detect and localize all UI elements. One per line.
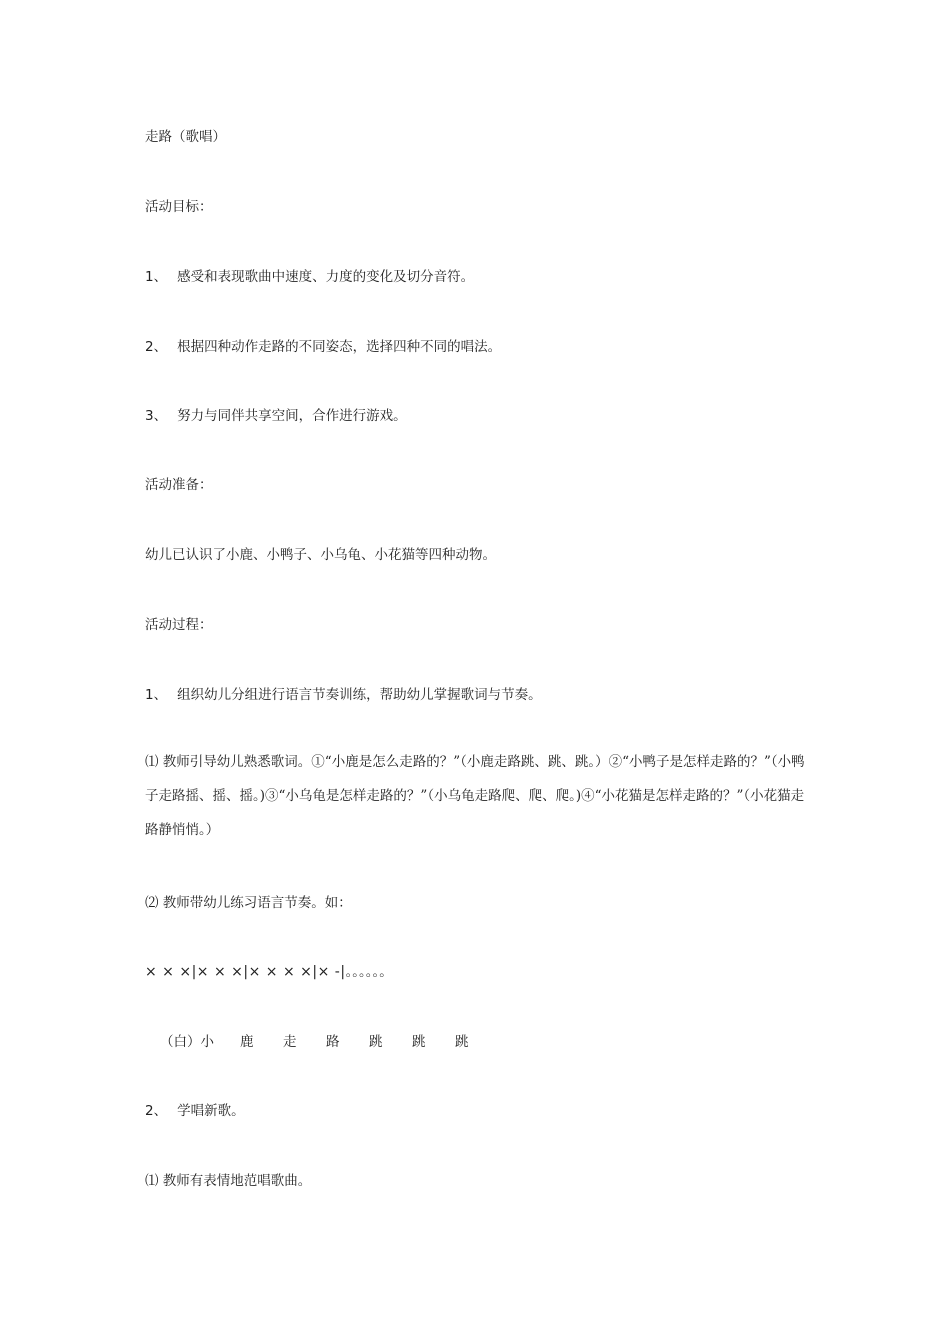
lyrics-prefix: （白）小 — [160, 1034, 214, 1050]
process-heading: 活动过程： — [145, 617, 213, 633]
step-2-sub-1: ⑴ 教师有表情地范唱歌曲。 — [145, 1173, 312, 1189]
goal-number: 2、 — [145, 339, 168, 355]
rhythm-ellipsis: 。。。。。。 — [345, 964, 393, 980]
goal-number: 3、 — [145, 408, 168, 424]
step-number: 1、 — [145, 687, 168, 703]
lyric-char: 跳 — [455, 1034, 469, 1050]
step-1-sub-1: ⑴ 教师引导幼儿熟悉歌词。①“小鹿是怎么走路的？”（小鹿走路跳、跳、跳。）②“小鸭子是怎样走路的？”（小鸭子走路摇、摇、摇。)③“小乌龟是怎样走路的？”（小乌龟走路爬、爬、爬。)④“小花猫是怎样走路的？”（小花猫走路静悄悄。） — [145, 754, 805, 838]
goal-item-3 — [145, 406, 407, 426]
lyrics-row — [160, 1032, 498, 1052]
goal-text: 根据四种动作走路的不同姿态，选择四种不同的唱法。 — [177, 339, 502, 355]
lyric-char: 走 — [283, 1034, 297, 1050]
goal-text: 感受和表现歌曲中速度、力度的变化及切分音符。 — [177, 269, 475, 285]
prep-heading: 活动准备： — [145, 477, 213, 493]
step-1 — [145, 685, 542, 705]
goal-number: 1、 — [145, 269, 168, 285]
goal-item-1 — [145, 267, 474, 287]
prep-text: 幼儿已认识了小鹿、小鸭子、小乌龟、小花猫等四种动物。 — [145, 547, 496, 563]
step-text: 组织幼儿分组进行语言节奏训练，帮助幼儿掌握歌词与节奏。 — [177, 687, 542, 703]
step-number: 2、 — [145, 1103, 168, 1119]
goal-text: 努力与同伴共享空间，合作进行游戏。 — [177, 408, 407, 424]
lyric-char: 跳 — [369, 1034, 383, 1050]
step-text: 学唱新歌。 — [177, 1103, 245, 1119]
goals-heading: 活动目标： — [145, 199, 213, 215]
rhythm-notation — [145, 962, 393, 982]
lyric-char: 跳 — [412, 1034, 426, 1050]
document-title: 走路（歌唱） — [145, 129, 226, 145]
step-1-sub-2: ⑵ 教师带幼儿练习语言节奏。如： — [145, 895, 352, 911]
lyric-char: 鹿 — [240, 1034, 254, 1050]
step-2 — [145, 1101, 245, 1121]
rhythm-symbols: × × ×|× × ×|× × × ×|× -| — [145, 964, 346, 980]
lyric-char: 路 — [326, 1034, 340, 1050]
goal-item-2 — [145, 337, 501, 357]
